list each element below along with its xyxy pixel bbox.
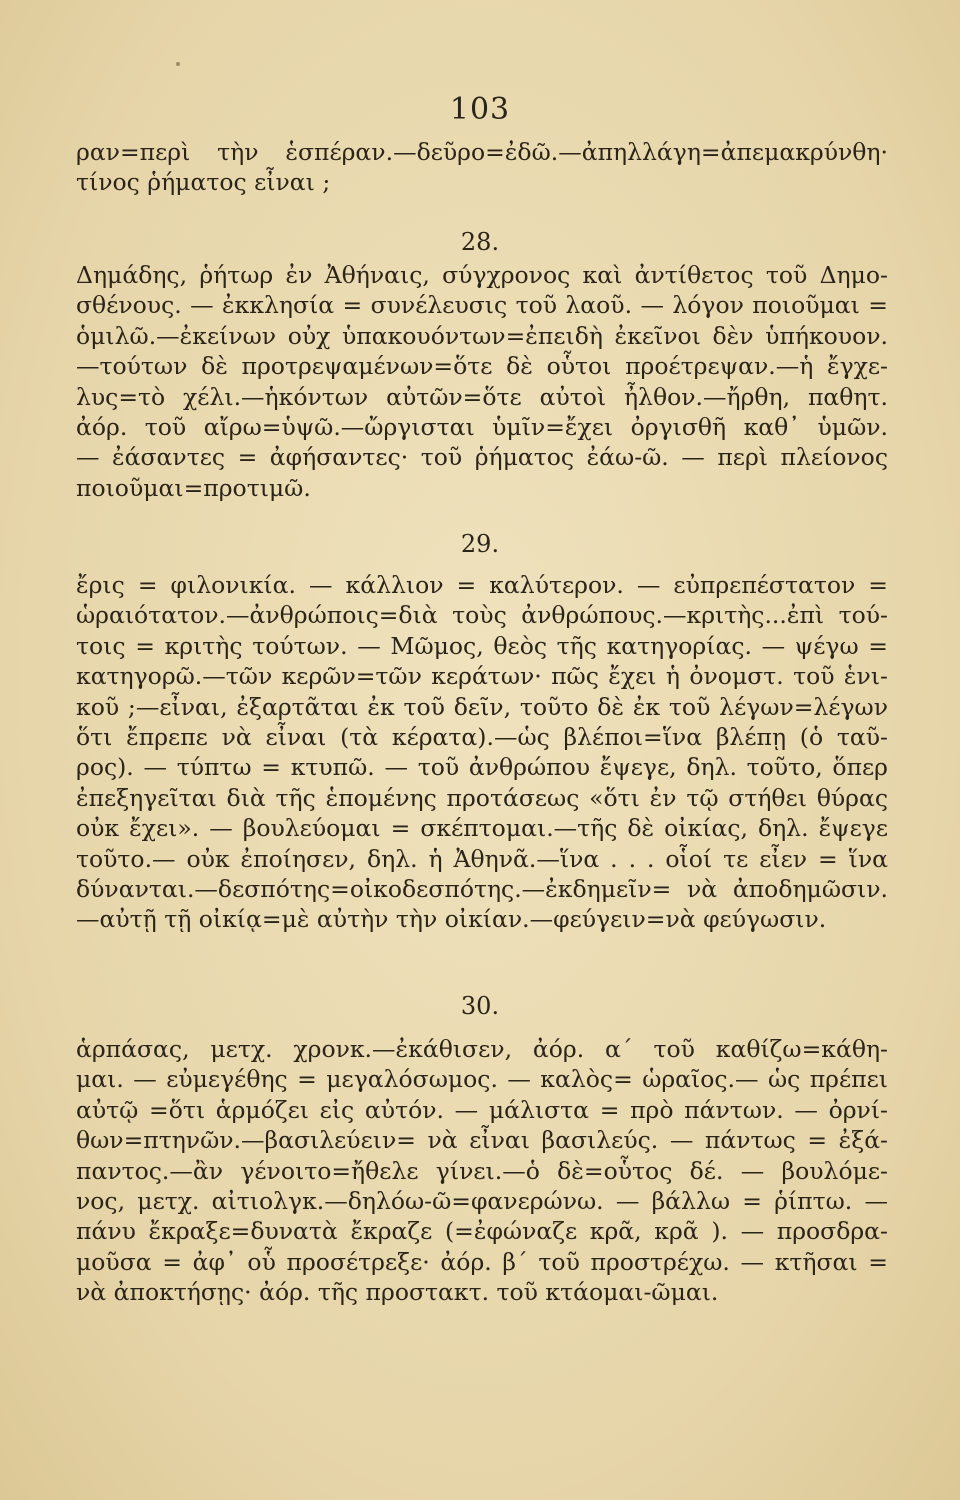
text-line: Δημάδης, ῥήτωρ ἐν Ἀθήναις, σύγχρονος καὶ ἀντίθετος τοῦ Δημο- bbox=[76, 261, 888, 289]
section-continuation bbox=[76, 137, 888, 198]
section-30-body bbox=[76, 1034, 888, 1308]
section-heading-30: 30. bbox=[460, 992, 500, 1020]
text-line: τοις = κριτὴς τούτων. — Μῶμος, θεὸς τῆς κατηγορίας. — ψέγω = bbox=[76, 631, 888, 660]
section-heading-28: 28. bbox=[460, 228, 500, 256]
text-line: ποιοῦμαι=προτιμῶ. bbox=[76, 473, 311, 502]
text-line: δύνανται.—δεσπότης=οἰκοδεσπότης.—ἐκδημεῖν= νὰ ἀποδημῶσιν. bbox=[76, 875, 888, 904]
text-line: παντος.—ἂν γένοιτο=ἤθελε γίνει.—ὁ δὲ=οὗτος δέ. — βουλόμε- bbox=[76, 1156, 888, 1185]
text-line: κατηγορῶ.—τῶν κερῶν=τῶν κεράτων· πῶς ἔχει ἡ ὀνομστ. τοῦ ἑνι- bbox=[76, 662, 888, 691]
section-29-body bbox=[76, 570, 888, 935]
text-line: ἐπεξηγεῖται διὰ τῆς ἑπομένης προτάσεως «ὅτι ἐν τῷ στήθει θύρας bbox=[76, 783, 888, 812]
text-line: σθένους. — ἐκκλησία = συνέλευσις τοῦ λαοῦ. — λόγον ποιοῦμαι = bbox=[76, 291, 888, 320]
text-line: λυς=τὸ χέλι.—ἡκόντων αὐτῶν=ὅτε αὐτοὶ ἦλθον.—ἤρθη, παθητ. bbox=[76, 382, 888, 411]
text-line: τίνος ῥήματος εἶναι ; bbox=[76, 168, 331, 197]
text-line: ὅτι ἔπρεπε νὰ εἶναι (τὰ κέρατα).—ὡς βλέποι=ἵνα βλέπῃ (ὁ ταῦ- bbox=[76, 723, 888, 752]
text-line: ὡραιότατον.—ἀνθρώποις=διὰ τοὺς ἀνθρώπους.—κριτὴς...ἐπὶ τού- bbox=[76, 601, 888, 630]
text-line: πάνυ ἔκραξε=δυνατὰ ἔκραζε (=ἐφώναζε κρᾶ, κρᾶ ). — προσδρα- bbox=[76, 1217, 888, 1246]
text-line: ἔρις = φιλονικία. — κάλλιον = καλύτερον. — εὐπρεπέστατον = bbox=[76, 571, 888, 599]
text-line: ὁμιλῶ.—ἐκείνων οὐχ ὑπακουόντων=ἐπειδὴ ἐκεῖνοι δὲν ὑπήκουον. bbox=[76, 321, 888, 350]
text-line: ἁρπάσας, μετχ. χρονκ.—ἐκάθισεν, ἀόρ. α΄ τοῦ καθίζω=κάθη- bbox=[76, 1035, 888, 1063]
text-line: ρος). — τύπτω = κτυπῶ. — τοῦ ἀνθρώπου ἔψεγε, δηλ. τοῦτο, ὅπερ bbox=[76, 753, 888, 782]
section-heading-29: 29. bbox=[460, 530, 500, 558]
text-line: μοῦσα = ἀφ᾽ οὗ προσέτρεξε· ἀόρ. β΄ τοῦ προστρέχω. — κτῆσαι = bbox=[76, 1247, 888, 1276]
text-line: νος, μετχ. αἰτιολγκ.—δηλόω-ῶ=φανερώνω. — βάλλω = ῥίπτω. — bbox=[76, 1187, 888, 1216]
text-line: οὐκ ἔχει». — βουλεύομαι = σκέπτομαι.—τῆς δὲ οἰκίας, δηλ. ἔψεγε bbox=[76, 814, 888, 843]
text-line: τοῦτο.— οὐκ ἐποίησεν, δηλ. ἡ Ἀθηνᾶ.—ἵνα . . . οἷοί τε εἶεν = ἵνα bbox=[76, 844, 888, 873]
text-line: θων=πτηνῶν.—βασιλεύειν= νὰ εἶναι βασιλεύς. — πάντως = ἐξά- bbox=[76, 1126, 888, 1155]
text-line: — ἐάσαντες = ἀφήσαντες· τοῦ ῥήματος ἐάω-ῶ. — περὶ πλείονος bbox=[76, 443, 888, 472]
text-line: μαι. — εὐμεγέθης = μεγαλόσωμος. — καλὸς= ὡραῖος.— ὡς πρέπει bbox=[76, 1065, 888, 1094]
section-28-body bbox=[76, 260, 888, 503]
text-line: ἀόρ. τοῦ αἴρω=ὑψῶ.—ὤργισται ὑμῖν=ἔχει ὀργισθῆ καθ᾽ ὑμῶν. bbox=[76, 413, 888, 442]
text-line: ραν=περὶ τὴν ἑσπέραν.—δεῦρο=ἐδῶ.—ἀπηλλάγη=ἀπεμακρύνθη· bbox=[76, 138, 888, 166]
page-number: 103 bbox=[449, 92, 511, 127]
text-line: αὐτῷ =ὅτι ἁρμόζει εἰς αὐτόν. — μάλιστα = πρὸ πάντων. — ὀρνί- bbox=[76, 1095, 888, 1124]
text-line: κοῦ ;—εἶναι, ἐξαρτᾶται ἐκ τοῦ δεῖν, τοῦτο δὲ ἐκ τοῦ λέγων=λέγων bbox=[76, 692, 888, 721]
text-line: —τούτων δὲ προτρεψαμένων=ὅτε δὲ οὗτοι προέτρεψαν.—ἡ ἔγχε- bbox=[76, 352, 888, 381]
text-line: νὰ ἀποκτήσῃς· ἀόρ. τῆς προστακτ. τοῦ κτάομαι-ῶμαι. bbox=[76, 1278, 719, 1307]
paper-speck bbox=[176, 62, 180, 66]
text-line: —αὐτῇ τῇ οἰκίᾳ=μὲ αὐτὴν τὴν οἰκίαν.—φεύγειν=νὰ φεύγωσιν. bbox=[76, 905, 827, 934]
